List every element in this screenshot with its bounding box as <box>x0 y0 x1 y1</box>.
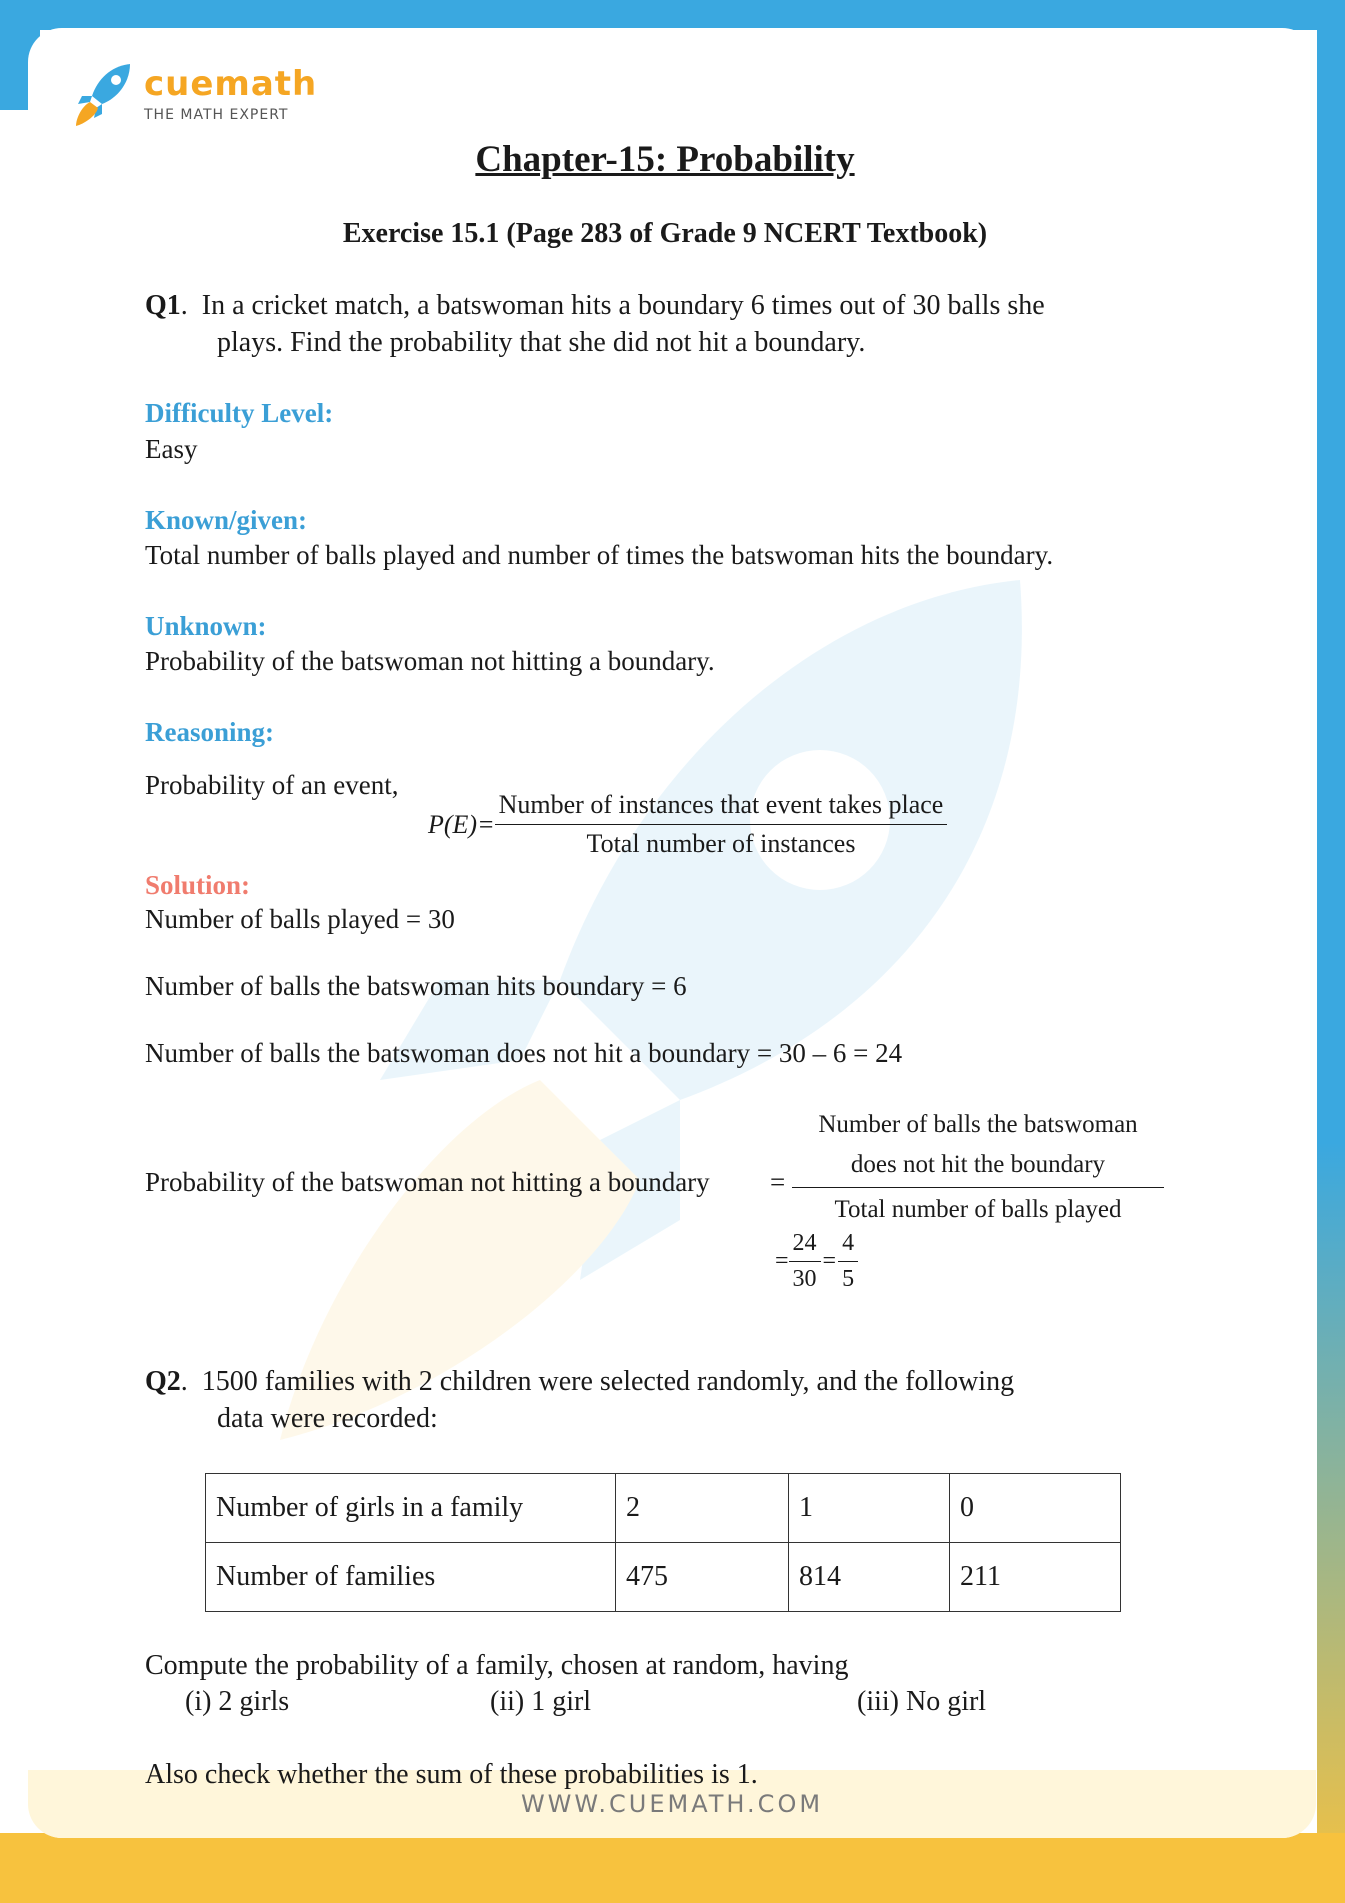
known-heading: Known/given: <box>145 505 308 535</box>
formula-fraction <box>495 790 948 859</box>
question-1-line2: plays. Find the probability that she did not hit a boundary. <box>217 327 866 358</box>
difficulty-value: Easy <box>145 434 198 464</box>
table-cell: 0 <box>950 1474 1121 1543</box>
solution-result <box>775 1230 858 1293</box>
table-cell: 475 <box>616 1543 789 1612</box>
question-1: Q1. In a cricket match, a batswoman hits a boundary 6 times out of 30 balls she plays. Find the probability that she did not hit a boundary. <box>145 287 1195 361</box>
logo-tagline: THE MATH EXPERT <box>144 107 289 123</box>
solution-line3: Number of balls the batswoman does not hit a boundary = 30 – 6 = 24 <box>145 1038 903 1068</box>
families-table <box>205 1473 1121 1612</box>
solution-heading: Solution: <box>145 870 251 900</box>
reasoning-heading: Reasoning: <box>145 717 275 747</box>
formula-denominator: Total number of instances <box>586 829 856 858</box>
table-cell: 814 <box>789 1543 950 1612</box>
solution-prob-label: Probability of the batswoman not hitting a boundary <box>145 1167 710 1197</box>
table-cell: 1 <box>789 1474 950 1543</box>
result-fraction-1-den: 30 <box>792 1266 817 1292</box>
option-3: (iii) No girl <box>857 1686 987 1717</box>
formula-lhs: P(E)= <box>428 809 495 839</box>
result-equals-2: = <box>822 1248 837 1274</box>
table-row <box>206 1474 1121 1543</box>
question-2-label: Q2 <box>145 1366 181 1397</box>
result-fraction-2-num: 4 <box>838 1230 858 1262</box>
formula-numerator: Number of instances that event takes place <box>495 790 948 825</box>
table-cell: Number of girls in a family <box>206 1474 616 1543</box>
logo-name: cuemath <box>144 64 318 104</box>
cuemath-logo <box>74 62 317 128</box>
rocket-icon <box>74 62 134 128</box>
difficulty-heading: Difficulty Level: <box>145 398 334 428</box>
result-fraction-1 <box>789 1230 821 1293</box>
table-cell: 2 <box>616 1474 789 1543</box>
question-1-line1: In a cricket match, a batswoman hits a boundary 6 times out of 30 balls she <box>201 290 1045 321</box>
solution-denominator: Total number of balls played <box>834 1196 1122 1223</box>
solution-line1: Number of balls played = 30 <box>145 904 455 934</box>
solution-fraction <box>792 1105 1164 1230</box>
unknown-value: Probability of the batswoman not hitting a boundary. <box>145 646 715 676</box>
question-2-line1: 1500 families with 2 children were selected randomly, and the following <box>201 1366 1015 1397</box>
question-2-line2: data were recorded: <box>217 1403 438 1434</box>
question-1-label: Q1 <box>145 290 181 321</box>
result-fraction-2-den: 5 <box>842 1266 855 1292</box>
solution-equals: = <box>770 1167 786 1197</box>
exercise-subtitle: Exercise 15.1 (Page 283 of Grade 9 NCERT Textbook) <box>342 218 988 249</box>
rocket-watermark-icon <box>260 560 1080 1460</box>
check-text: Also check whether the sum of these probabilities is 1. <box>145 1759 758 1790</box>
option-1: (i) 2 girls <box>185 1686 290 1717</box>
frame-right <box>1317 0 1345 1903</box>
table-row <box>206 1543 1121 1612</box>
unknown-heading: Unknown: <box>145 611 267 641</box>
table-cell: 211 <box>950 1543 1121 1612</box>
result-equals-1: = <box>775 1248 789 1274</box>
table-cell: Number of families <box>206 1543 616 1612</box>
reasoning-text: Probability of an event, <box>145 770 399 800</box>
known-value: Total number of balls played and number of times the batswoman hits the boundary. <box>145 540 1054 570</box>
frame-top <box>0 0 1345 30</box>
compute-text: Compute the probability of a family, chosen at random, having <box>145 1650 849 1681</box>
option-2: (ii) 1 girl <box>490 1686 592 1717</box>
question-2: Q2. 1500 families with 2 children were selected randomly, and the following data were recorded: <box>145 1363 1195 1437</box>
probability-formula <box>428 790 947 859</box>
solution-num-line2: does not hit the boundary <box>792 1145 1164 1188</box>
footer-url[interactable]: WWW.CUEMATH.COM <box>520 1790 824 1818</box>
frame-bottom <box>0 1833 1345 1903</box>
result-fraction-1-num: 24 <box>789 1230 821 1262</box>
result-fraction-2 <box>838 1230 858 1293</box>
page-title: Chapter-15: Probability <box>475 139 855 180</box>
solution-num-line1: Number of balls the batswoman <box>818 1111 1138 1138</box>
solution-line2: Number of balls the batswoman hits boundary = 6 <box>145 971 687 1001</box>
